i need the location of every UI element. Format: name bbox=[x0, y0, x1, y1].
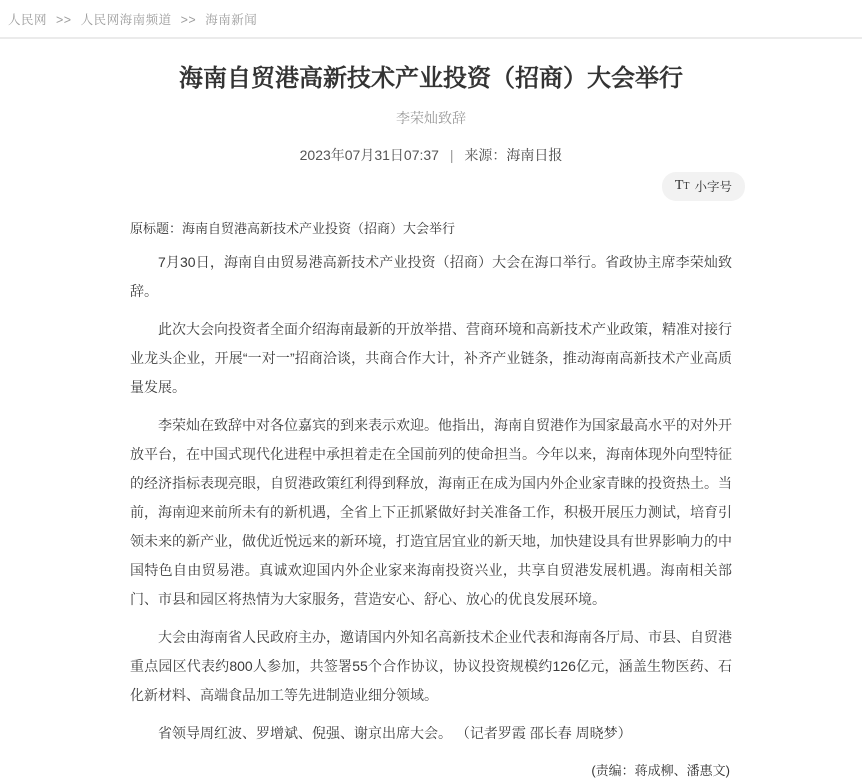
breadcrumb-separator: >> bbox=[56, 13, 72, 27]
meta-separator: | bbox=[449, 147, 454, 163]
article-container bbox=[117, 62, 745, 779]
text-size-icon: TT bbox=[674, 178, 690, 193]
article-subtitle: 李荣灿致辞 bbox=[396, 110, 466, 126]
editors-note: (责编：蒋成柳、潘惠文) bbox=[591, 763, 730, 778]
original-title-note: 原标题：海南自贸港高新技术产业投资（招商）大会举行 bbox=[130, 221, 456, 236]
font-size-button-label: 小字号 bbox=[694, 180, 732, 194]
font-size-button[interactable] bbox=[662, 172, 745, 201]
breadcrumb-link-hainan-news[interactable]: 海南新闻 bbox=[205, 13, 258, 27]
source-link[interactable]: 海南日报 bbox=[506, 147, 563, 163]
breadcrumb bbox=[0, 0, 862, 37]
article-paragraph: 7月30日，海南自由贸易港高新技术产业投资（招商）大会在海口举行。省政协主席李荣灿致辞。 bbox=[130, 254, 732, 299]
article-paragraph: 李荣灿在致辞中对各位嘉宾的到来表示欢迎。他指出，海南自贸港作为国家最高水平的对外开放平台，在中国式现代化进程中承担着走在全国前列的使命担当。今年以来，海南体现外向型特征的经济指标表现亮眼，自贸港政策红利得到释放，海南正在成为国内外企业家青睐的投资热土。当前，海南迎来前所未有的新机遇，全省上下正抓紧做好封关准备工作，积极开展压力测试，培育引领未来的新产业，做优近悦远来的新环境，打造宜居宜业的新天地，加快建设具有世界影响力的中国特色自由贸易港。真诚欢迎国内外企业家来海南投资兴业，共享自贸港发展机遇。海南相关部门、市县和园区将热情为大家服务，营造安心、舒心、放心的优良发展环境。 bbox=[130, 417, 732, 607]
breadcrumb-separator: >> bbox=[180, 13, 197, 27]
breadcrumb-link-peoples-net[interactable]: 人民网 bbox=[8, 13, 48, 27]
source-label: 来源： bbox=[464, 147, 507, 163]
article-meta bbox=[117, 145, 745, 165]
article-paragraph: 省领导周红波、罗增斌、倪强、谢京出席大会。 （记者罗霞 邵长春 周晓梦） bbox=[158, 725, 632, 741]
breadcrumb-link-hainan-channel[interactable]: 人民网海南频道 bbox=[80, 13, 172, 27]
publish-date: 2023年07月31日07:37 bbox=[299, 147, 439, 163]
article-paragraph: 大会由海南省人民政府主办，邀请国内外知名高新技术企业代表和海南各厅局、市县、自贸港重点园区代表约800人参加，共签署55个合作协议，协议投资规模约126亿元，涵盖生物医药、石化新材料、高端食品加工等先进制造业细分领域。 bbox=[130, 629, 732, 703]
article-paragraph: 此次大会向投资者全面介绍海南最新的开放举措、营商环境和高新技术产业政策，精准对接行业龙头企业，开展“一对一”招商洽谈，共商合作大计，补齐产业链条，推动海南高新技术产业高质量发展。 bbox=[130, 321, 732, 395]
article-body bbox=[130, 219, 732, 779]
header-divider bbox=[0, 37, 862, 39]
article-toolbar bbox=[117, 172, 745, 201]
page-title: 海南自贸港高新技术产业投资（招商）大会举行 bbox=[179, 65, 683, 92]
